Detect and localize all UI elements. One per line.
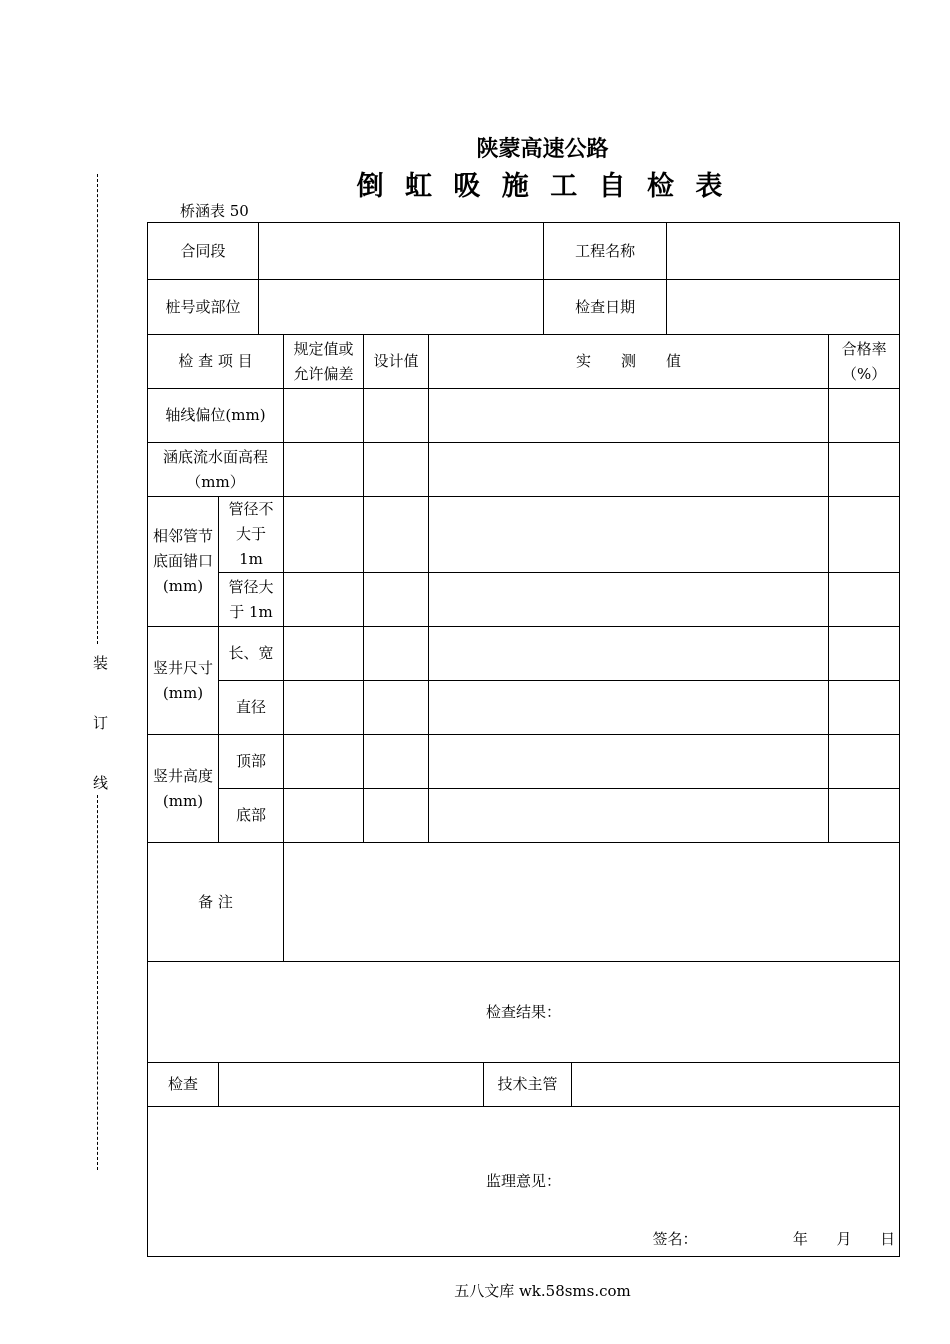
design-cell[interactable]: [364, 735, 429, 789]
binding-line-top: [97, 174, 98, 644]
pass-rate-cell[interactable]: [829, 389, 900, 443]
spec-cell[interactable]: [284, 681, 364, 735]
col-design-header: 设计值: [364, 335, 429, 389]
col-pass-rate-header: 合格率（%）: [829, 335, 900, 389]
project-name-value[interactable]: [667, 223, 900, 280]
spec-cell[interactable]: [284, 573, 364, 627]
pass-rate-cell[interactable]: [829, 497, 900, 573]
pass-rate-cell[interactable]: [829, 789, 900, 843]
spec-cell[interactable]: [284, 389, 364, 443]
spec-cell[interactable]: [284, 735, 364, 789]
tech-supervisor-value[interactable]: [572, 1063, 900, 1107]
spec-cell[interactable]: [284, 627, 364, 681]
check-date-label: 检查日期: [544, 280, 667, 335]
project-name-label: 工程名称: [544, 223, 667, 280]
design-cell[interactable]: [364, 497, 429, 573]
sub-diameter: 直径: [219, 681, 284, 735]
sub-pipe-large: 管径大于 1m: [219, 573, 284, 627]
measured-cell[interactable]: [429, 497, 829, 573]
measured-cell[interactable]: [429, 627, 829, 681]
inspector-label: 检查: [148, 1063, 219, 1107]
tech-supervisor-label: 技术主管: [484, 1063, 572, 1107]
remarks-value[interactable]: [284, 843, 900, 962]
spec-cell[interactable]: [284, 443, 364, 497]
measured-cell[interactable]: [429, 443, 829, 497]
station-label: 桩号或部位: [148, 280, 259, 335]
check-date-value[interactable]: [667, 280, 900, 335]
design-cell[interactable]: [364, 573, 429, 627]
form-title: 倒 虹 吸 施 工 自 检 表: [356, 171, 729, 202]
measured-cell[interactable]: [429, 573, 829, 627]
supervision-cell[interactable]: [148, 1107, 900, 1257]
footer-watermark: 五八文库 wk.58sms.com: [454, 1282, 631, 1300]
binding-char-2: 订: [93, 714, 109, 732]
inspection-form-table: [147, 222, 900, 1257]
item-adjacent-offset: 相邻管节底面错口(mm): [148, 497, 219, 627]
supervision-sign-date: 签名： 年 月 日: [652, 1230, 896, 1248]
measured-cell[interactable]: [429, 735, 829, 789]
pass-rate-cell[interactable]: [829, 627, 900, 681]
binding-char-3: 线: [93, 774, 109, 792]
col-spec-header: 规定值或允许偏差: [284, 335, 364, 389]
supervision-label: 监理意见：: [486, 1172, 562, 1190]
design-cell[interactable]: [364, 681, 429, 735]
contract-value[interactable]: [259, 223, 544, 280]
measured-cell[interactable]: [429, 789, 829, 843]
pass-rate-cell[interactable]: [829, 681, 900, 735]
spec-cell[interactable]: [284, 497, 364, 573]
sub-top: 顶部: [219, 735, 284, 789]
project-title: 陕蒙高速公路: [476, 137, 609, 162]
pass-rate-cell[interactable]: [829, 443, 900, 497]
contract-label: 合同段: [148, 223, 259, 280]
design-cell[interactable]: [364, 389, 429, 443]
binding-line-bottom: [97, 795, 98, 1170]
measured-cell[interactable]: [429, 389, 829, 443]
design-cell[interactable]: [364, 627, 429, 681]
item-axis: 轴线偏位(mm): [148, 389, 284, 443]
sub-length-width: 长、宽: [219, 627, 284, 681]
col-item-header: 检 查 项 目: [148, 335, 284, 389]
result-cell[interactable]: [148, 962, 900, 1063]
design-cell[interactable]: [364, 443, 429, 497]
pass-rate-cell[interactable]: [829, 573, 900, 627]
item-shaft-size: 竖井尺寸(mm): [148, 627, 219, 735]
result-label: 检查结果：: [486, 1002, 562, 1021]
pass-rate-cell[interactable]: [829, 735, 900, 789]
col-measured-header: 实 测 值: [429, 335, 829, 389]
sub-bottom: 底部: [219, 789, 284, 843]
design-cell[interactable]: [364, 789, 429, 843]
item-culvert-bottom: 涵底流水面高程（mm）: [148, 443, 284, 497]
sub-pipe-small: 管径不大于 1m: [219, 497, 284, 573]
spec-cell[interactable]: [284, 789, 364, 843]
station-value[interactable]: [259, 280, 544, 335]
binding-char-1: 装: [93, 654, 109, 672]
form-code: 桥涵表 50: [180, 202, 249, 220]
item-shaft-height: 竖井高度(mm): [148, 735, 219, 843]
remarks-label: 备 注: [148, 843, 284, 962]
measured-cell[interactable]: [429, 681, 829, 735]
inspector-value[interactable]: [219, 1063, 484, 1107]
